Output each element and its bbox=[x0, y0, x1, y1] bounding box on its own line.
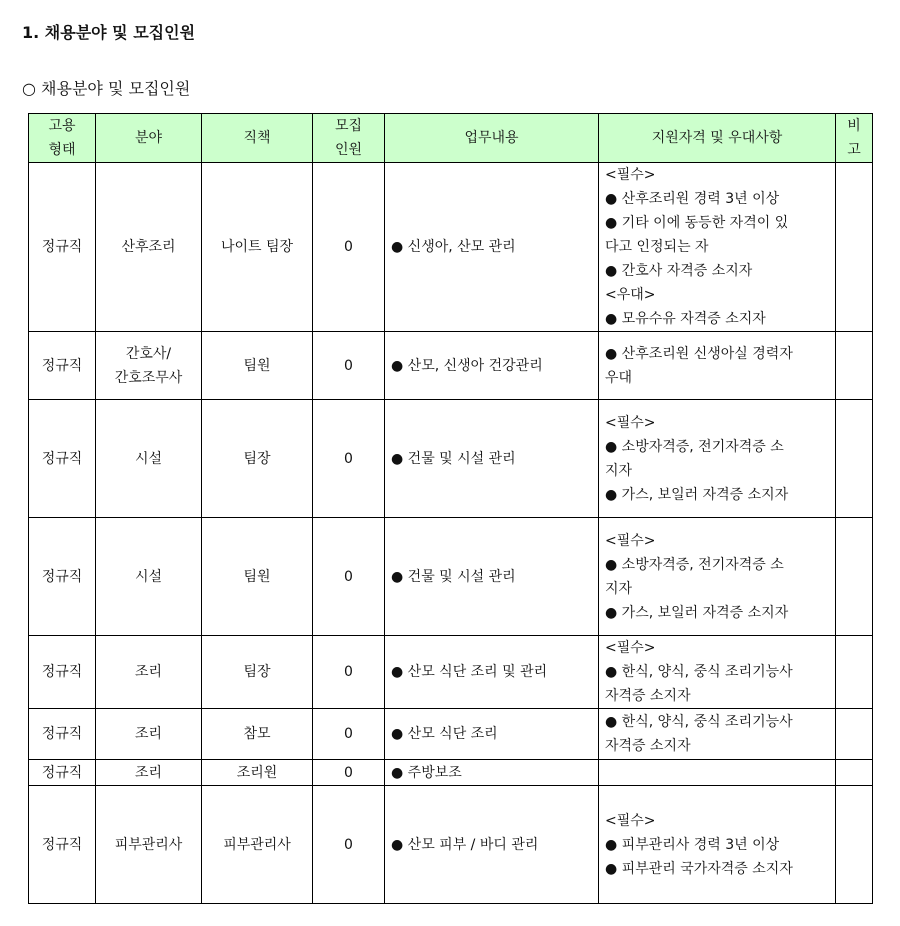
qualifications-cell bbox=[599, 400, 836, 518]
position-cell: 참모 bbox=[202, 709, 313, 760]
field-cell bbox=[96, 400, 202, 518]
remarks-cell bbox=[836, 709, 873, 760]
cell-line: 자격증 소지자 bbox=[605, 738, 691, 754]
qualifications-cell bbox=[599, 518, 836, 636]
cell-line: ● 한식, 양식, 중식 조리기능사 bbox=[605, 664, 793, 680]
remarks-cell bbox=[836, 400, 873, 518]
cell-line: 조리 bbox=[134, 664, 163, 680]
employment-type-cell: 정규직 bbox=[29, 636, 96, 709]
cell-line: ● 산후조리원 신생아실 경력자 bbox=[605, 345, 793, 362]
cell-line: ● 간호사 자격증 소지자 bbox=[605, 263, 753, 279]
duties-cell: ● 산모 피부 / 바디 관리 bbox=[385, 786, 599, 904]
employment-type-cell: 정규직 bbox=[29, 760, 96, 786]
qualifications-cell bbox=[599, 786, 836, 904]
employment-type-cell: 정규직 bbox=[29, 786, 96, 904]
recruit-count-cell: 0 bbox=[313, 760, 385, 786]
recruit-count-cell: 0 bbox=[313, 163, 385, 332]
employment-type-cell: 정규직 bbox=[29, 518, 96, 636]
cell-line: 조리 bbox=[134, 726, 163, 742]
remarks-cell bbox=[836, 332, 873, 400]
position-cell: 팀원 bbox=[202, 332, 313, 400]
recruit-count-cell: 0 bbox=[313, 786, 385, 904]
cell-line: ● 가스, 보일러 자격증 소지자 bbox=[605, 604, 789, 621]
qualifications-cell bbox=[599, 760, 836, 786]
cell-line: 지자 bbox=[605, 462, 633, 479]
cell-line: 지자 bbox=[605, 580, 633, 597]
cell-line: 산후조리 bbox=[121, 239, 176, 255]
recruit-count-cell: 0 bbox=[313, 709, 385, 760]
table-row bbox=[29, 786, 873, 904]
table-row bbox=[29, 400, 873, 518]
cell-line: ● 가스, 보일러 자격증 소지자 bbox=[605, 486, 789, 503]
cell-line: ● 한식, 양식, 중식 조리기능사 bbox=[605, 714, 793, 730]
cell-line: 피부관리사 bbox=[114, 836, 183, 853]
duties-cell: ● 건물 및 시설 관리 bbox=[385, 400, 599, 518]
cell-line: 다고 인정되는 자 bbox=[605, 239, 709, 255]
cell-line: ● 모유수유 자격증 소지자 bbox=[605, 311, 766, 327]
table-header-row bbox=[29, 114, 873, 163]
remarks-cell bbox=[836, 786, 873, 904]
position-cell: 조리원 bbox=[202, 760, 313, 786]
cell-line: 간호사/ bbox=[125, 345, 172, 362]
recruitment-table bbox=[28, 113, 873, 904]
subsection-title: ○ 채용분야 및 모집인원 bbox=[22, 79, 191, 98]
field-cell bbox=[96, 163, 202, 332]
field-cell bbox=[96, 332, 202, 400]
cell-line: ● 소방자격증, 전기자격증 소 bbox=[605, 438, 784, 455]
table-row bbox=[29, 709, 873, 760]
remarks-cell bbox=[836, 760, 873, 786]
field-cell bbox=[96, 636, 202, 709]
section-title: 1. 채용분야 및 모집인원 bbox=[22, 23, 196, 42]
cell-line: ● 기타 이에 동등한 자격이 있 bbox=[605, 215, 789, 231]
field-cell bbox=[96, 760, 202, 786]
duties-cell: ● 건물 및 시설 관리 bbox=[385, 518, 599, 636]
cell-line: ● 소방자격증, 전기자격증 소 bbox=[605, 556, 784, 573]
recruit-count-cell: 0 bbox=[313, 400, 385, 518]
cell-line: <필수> bbox=[605, 414, 656, 431]
duties-cell: ● 산모 식단 조리 및 관리 bbox=[385, 636, 599, 709]
header-employment-type: 고용 형태 bbox=[29, 114, 96, 163]
recruit-count-cell: 0 bbox=[313, 518, 385, 636]
recruit-count-cell: 0 bbox=[313, 636, 385, 709]
cell-line: <필수> bbox=[605, 532, 656, 549]
cell-line: 시설 bbox=[134, 568, 163, 585]
duties-cell: ● 산모 식단 조리 bbox=[385, 709, 599, 760]
remarks-cell bbox=[836, 163, 873, 332]
qualifications-cell bbox=[599, 163, 836, 332]
cell-line: <필수> bbox=[605, 167, 656, 183]
recruit-count-cell: 0 bbox=[313, 332, 385, 400]
position-cell: 팀장 bbox=[202, 400, 313, 518]
cell-line: <우대> bbox=[605, 287, 656, 303]
cell-line: 시설 bbox=[134, 450, 163, 467]
header-duties: 업무내용 bbox=[385, 114, 599, 163]
duties-cell: ● 주방보조 bbox=[385, 760, 599, 786]
position-cell: 팀장 bbox=[202, 636, 313, 709]
table-row bbox=[29, 760, 873, 786]
cell-line: 조리 bbox=[134, 764, 163, 781]
header-qualifications: 지원자격 및 우대사항 bbox=[599, 114, 836, 163]
position-cell: 나이트 팀장 bbox=[202, 163, 313, 332]
table-row bbox=[29, 636, 873, 709]
qualifications-cell bbox=[599, 709, 836, 760]
position-cell: 피부관리사 bbox=[202, 786, 313, 904]
cell-line: <필수> bbox=[605, 812, 656, 829]
employment-type-cell: 정규직 bbox=[29, 400, 96, 518]
cell-line: 간호조무사 bbox=[114, 369, 183, 386]
cell-line: ● 피부관리 국가자격증 소지자 bbox=[605, 860, 793, 877]
employment-type-cell: 정규직 bbox=[29, 709, 96, 760]
field-cell bbox=[96, 786, 202, 904]
position-cell: 팀원 bbox=[202, 518, 313, 636]
qualifications-cell bbox=[599, 636, 836, 709]
table-row bbox=[29, 518, 873, 636]
cell-line: <필수> bbox=[605, 640, 656, 656]
header-field: 분야 bbox=[96, 114, 202, 163]
table-row bbox=[29, 163, 873, 332]
cell-line: ● 산후조리원 경력 3년 이상 bbox=[605, 191, 780, 207]
field-cell bbox=[96, 518, 202, 636]
remarks-cell bbox=[836, 636, 873, 709]
header-position: 직책 bbox=[202, 114, 313, 163]
qualifications-cell bbox=[599, 332, 836, 400]
remarks-cell bbox=[836, 518, 873, 636]
table-row bbox=[29, 332, 873, 400]
employment-type-cell: 정규직 bbox=[29, 332, 96, 400]
cell-line: 자격증 소지자 bbox=[605, 688, 691, 704]
cell-line: 우대 bbox=[605, 369, 633, 386]
duties-cell: ● 신생아, 산모 관리 bbox=[385, 163, 599, 332]
field-cell bbox=[96, 709, 202, 760]
duties-cell: ● 산모, 신생아 건강관리 bbox=[385, 332, 599, 400]
header-recruit-count: 모집 인원 bbox=[313, 114, 385, 163]
cell-line: ● 피부관리사 경력 3년 이상 bbox=[605, 836, 780, 853]
header-remarks: 비 고 bbox=[836, 114, 873, 163]
employment-type-cell: 정규직 bbox=[29, 163, 96, 332]
